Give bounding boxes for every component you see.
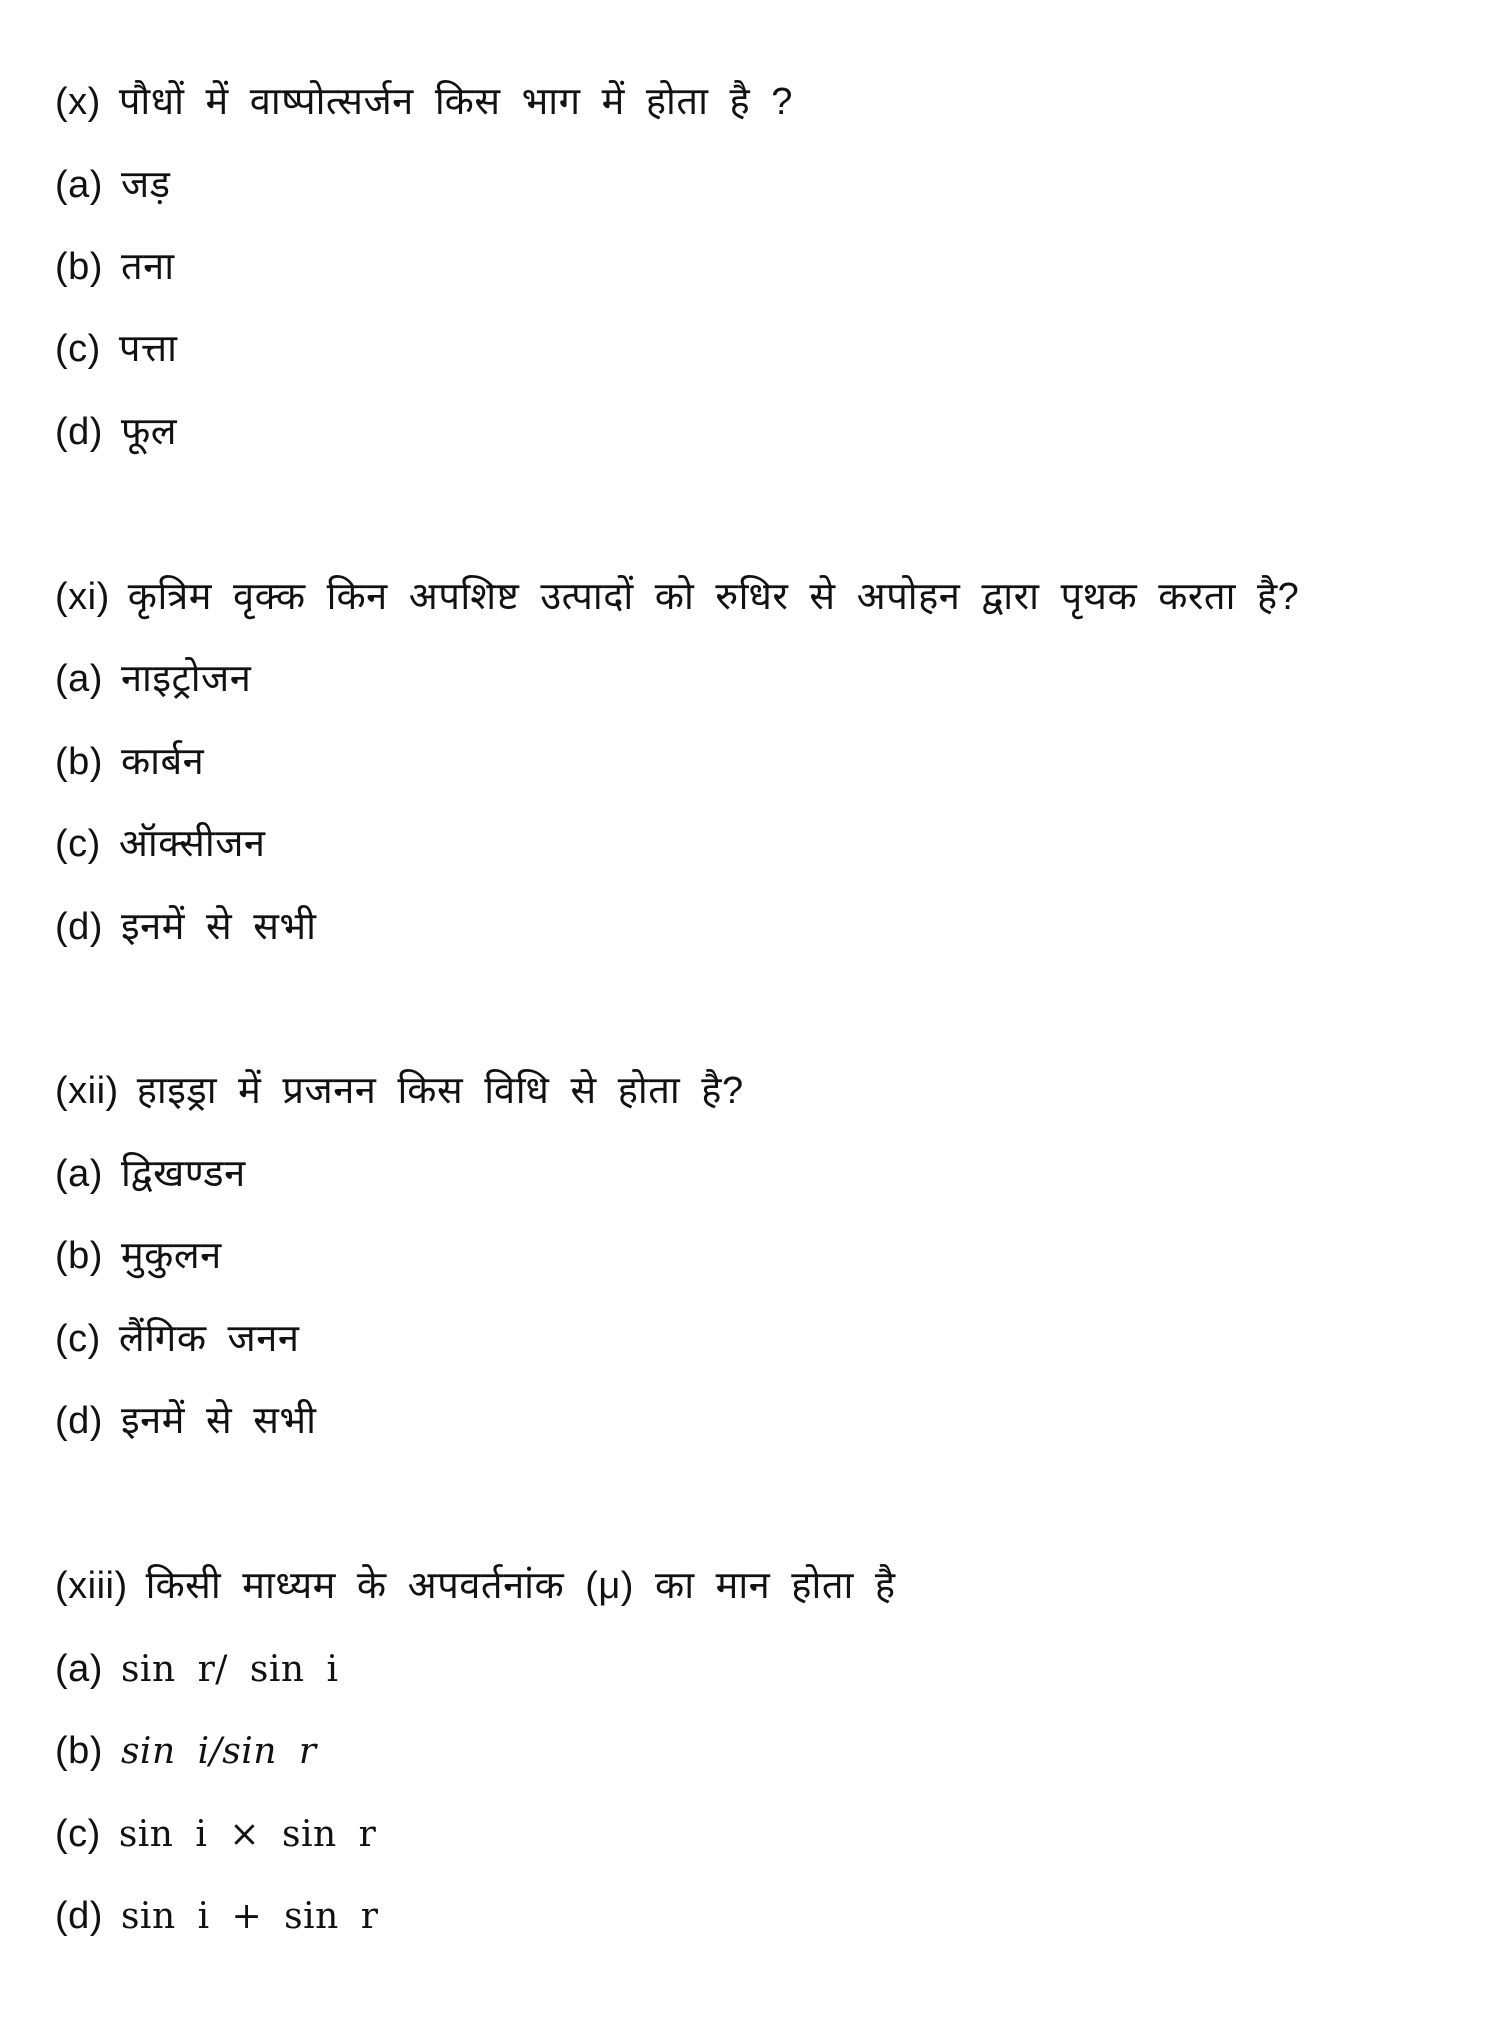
option-xii-d — [55, 1397, 316, 1445]
option-x-c — [55, 325, 178, 373]
option-label: (a) — [55, 1153, 103, 1195]
option-text: ऑक्सीजन — [118, 823, 266, 865]
option-label: (c) — [55, 328, 101, 370]
option-xiii-c — [55, 1810, 376, 1859]
question-xiii — [55, 1562, 896, 1610]
option-xi-d — [55, 903, 316, 951]
option-text: जड़ — [120, 164, 171, 206]
option-xiii-b — [55, 1727, 317, 1776]
option-text: इनमें से सभी — [120, 1400, 317, 1442]
option-label: (b) — [55, 246, 103, 288]
option-label: (a) — [55, 164, 103, 206]
option-label: (c) — [55, 823, 101, 865]
option-label: (b) — [55, 1730, 103, 1772]
option-xiii-a — [55, 1645, 338, 1694]
option-label: (d) — [55, 1400, 103, 1442]
option-text: कार्बन — [120, 741, 205, 783]
option-x-a — [55, 161, 170, 209]
question-xi — [55, 573, 1299, 621]
option-text: लैंगिक जनन — [118, 1318, 300, 1360]
option-x-b — [55, 243, 175, 291]
option-xiii-d — [55, 1892, 378, 1941]
question-text: किसी माध्यम के अपवर्तनांक (μ) का मान होता है — [145, 1565, 896, 1607]
option-text: द्विखण्डन — [120, 1153, 246, 1195]
option-label: (c) — [55, 1813, 101, 1855]
option-x-d — [55, 408, 177, 456]
option-label: (d) — [55, 411, 103, 453]
option-formula: sin i + sin r — [120, 1896, 379, 1937]
question-x — [55, 78, 793, 126]
option-text: तना — [120, 246, 175, 288]
option-label: (c) — [55, 1318, 101, 1360]
option-label: (a) — [55, 658, 103, 700]
question-text: पौधों में वाष्पोत्सर्जन किस भाग में होता है ? — [118, 81, 793, 123]
option-label: (b) — [55, 1235, 103, 1277]
option-formula: sin r/ sin i — [120, 1649, 339, 1690]
option-xii-b — [55, 1232, 222, 1280]
question-number: (xi) — [55, 576, 110, 618]
option-xi-a — [55, 655, 251, 703]
option-xii-a — [55, 1150, 246, 1198]
question-xii — [55, 1067, 744, 1115]
question-number: (x) — [55, 81, 101, 123]
option-text: नाइट्रोजन — [120, 658, 252, 700]
option-label: (d) — [55, 1895, 103, 1937]
option-label: (d) — [55, 906, 103, 948]
question-text: हाइड्रा में प्रजनन किस विधि से होता है? — [136, 1070, 744, 1112]
option-xii-c — [55, 1315, 299, 1363]
question-text: कृत्रिम वृक्क किन अपशिष्ट उत्पादों को रुधिर से अपोहन द्वारा पृथक करता है? — [127, 576, 1300, 618]
option-text: मुकुलन — [120, 1235, 222, 1277]
option-xi-c — [55, 820, 266, 868]
option-text: इनमें से सभी — [120, 906, 317, 948]
option-formula: sin i × sin r — [118, 1814, 377, 1855]
question-number: (xiii) — [55, 1565, 128, 1607]
option-text: फूल — [120, 411, 178, 453]
option-formula: sin i/sin r — [120, 1731, 317, 1772]
option-label: (a) — [55, 1648, 103, 1690]
option-xi-b — [55, 738, 204, 786]
question-number: (xii) — [55, 1070, 119, 1112]
option-text: पत्ता — [118, 328, 178, 370]
option-label: (b) — [55, 741, 103, 783]
